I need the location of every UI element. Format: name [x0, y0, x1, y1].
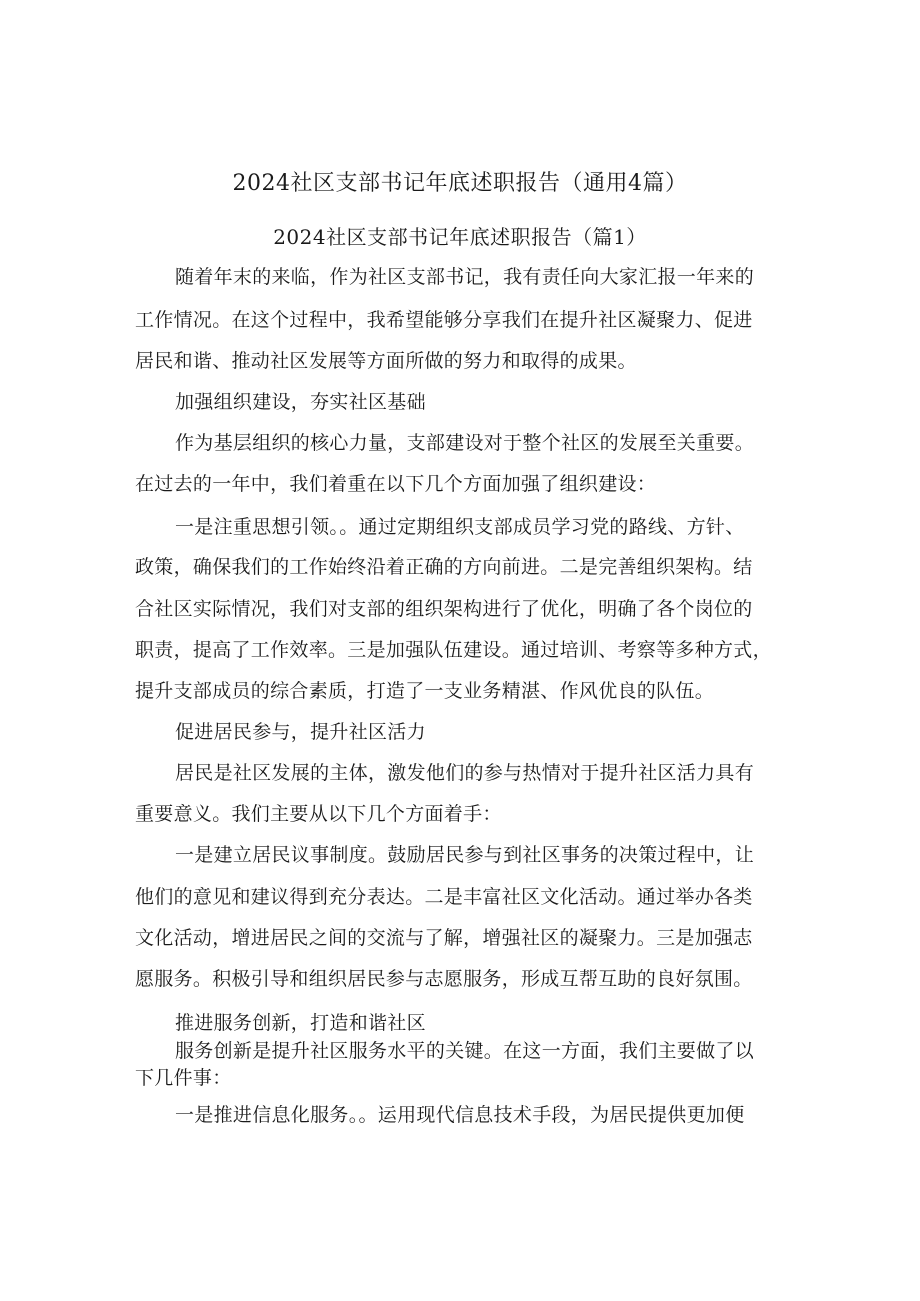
paragraph-line: 一是注重思想引领。。通过定期组织支部成员学习党的路线、方针、: [175, 516, 745, 538]
paragraph-line: 职责，提高了工作效率。三是加强队伍建设。通过培训、考察等多种方式，: [135, 639, 772, 661]
paragraph-line: 随着年末的来临，作为社区支部书记，我有责任向大家汇报一年来的: [175, 266, 755, 288]
section-heading: 促进居民参与，提升社区活力: [175, 721, 426, 743]
paragraph-line: 合社区实际情况，我们对支部的组织架构进行了优化，明确了各个岗位的: [135, 598, 753, 620]
paragraph-line: 居民和谐、推动社区发展等方面所做的努力和取得的成果。: [135, 350, 637, 372]
paragraph-line: 重要意义。我们主要从以下几个方面着手：: [135, 803, 502, 825]
paragraph-line: 居民是社区发展的主体，激发他们的参与热情对于提升社区活力具有: [175, 762, 755, 784]
paragraph-line: 愿服务。积极引导和组织居民参与志愿服务，形成互帮互助的良好氛围。: [135, 968, 753, 990]
paragraph-line: 作为基层组织的核心力量，支部建设对于整个社区的发展至关重要。: [175, 432, 755, 454]
paragraph-line: 一是建立居民议事制度。鼓励居民参与到社区事务的决策过程中，让: [175, 844, 755, 866]
paragraph-line: 政策，确保我们的工作始终沿着正确的方向前进。二是完善组织架构。结: [135, 556, 753, 578]
paragraph-line: 提升支部成员的综合素质，打造了一支业务精湛、作风优良的队伍。: [135, 680, 715, 702]
paragraph-line: 他们的意见和建议得到充分表达。二是丰富社区文化活动。通过举办各类: [135, 886, 753, 908]
section-heading: 推进服务创新，打造和谐社区: [175, 1012, 426, 1034]
paragraph-line: 文化活动，增进居民之间的交流与了解，增强社区的凝聚力。三是加强志: [135, 927, 753, 949]
section-title: 2024社区支部书记年底述职报告（篇1）: [273, 225, 647, 249]
paragraph-line: 在过去的一年中，我们着重在以下几个方面加强了组织建设：: [135, 473, 657, 495]
paragraph-line: 工作情况。在这个过程中，我希望能够分享我们在提升社区凝聚力、促进: [135, 309, 753, 331]
document-title: 2024社区支部书记年底述职报告（通用4篇）: [232, 171, 688, 196]
paragraph-line: 服务创新是提升社区服务水平的关键。在这一方面，我们主要做了以: [175, 1040, 755, 1062]
section-heading: 加强组织建设，夯实社区基础: [175, 391, 426, 413]
paragraph-line: 一是推进信息化服务。。运用现代信息技术手段，为居民提供更加便: [175, 1104, 745, 1126]
paragraph-line: 下几件事：: [135, 1067, 232, 1089]
